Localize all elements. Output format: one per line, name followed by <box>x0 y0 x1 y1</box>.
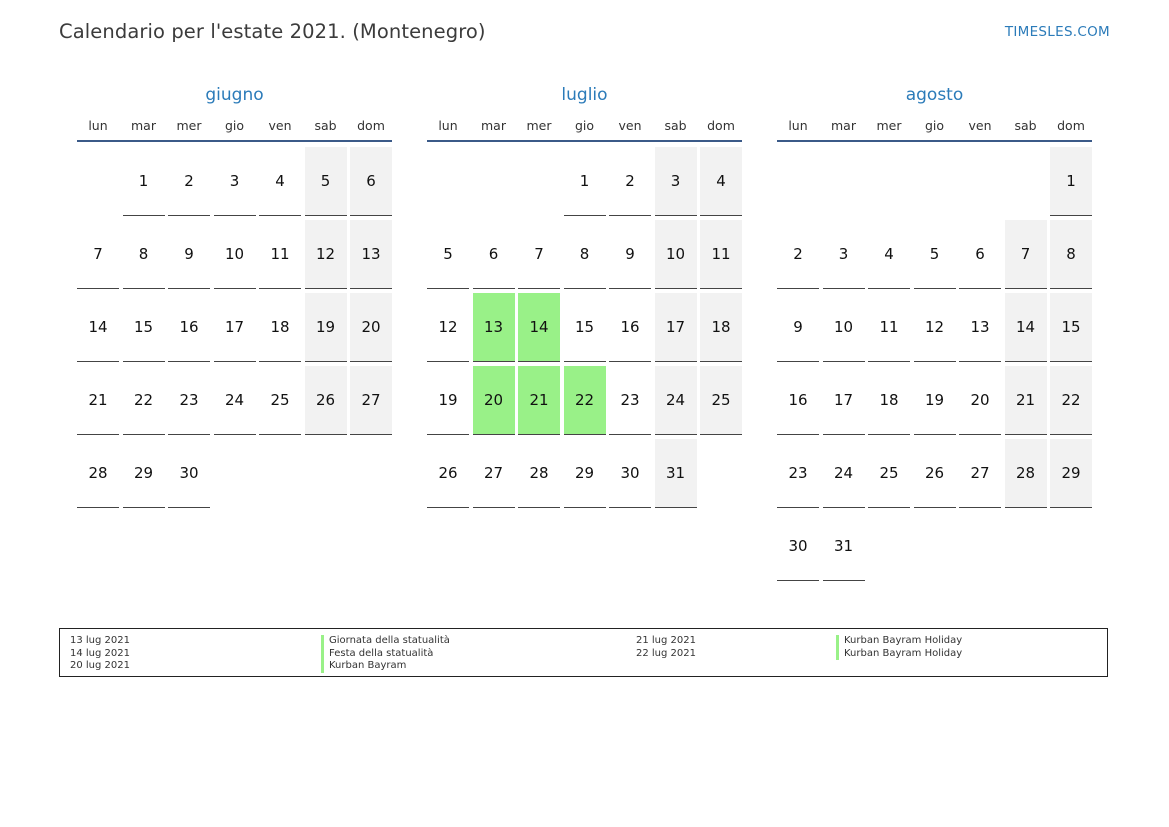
legend-date: 13 lug 2021 <box>70 635 130 646</box>
day-cell: 1 <box>123 147 165 216</box>
day-cell: 14 <box>1005 293 1047 362</box>
weekday-label: dom <box>1057 118 1085 133</box>
day-cell: 26 <box>427 439 469 508</box>
day-cell: 27 <box>350 366 392 435</box>
weekday-label: lun <box>438 118 458 133</box>
day-cell: 16 <box>609 293 651 362</box>
weekday-label: mer <box>876 118 902 133</box>
day-cell: 21 <box>1005 366 1047 435</box>
day-cell: 26 <box>914 439 956 508</box>
empty-cell <box>868 147 910 216</box>
weekday-label: dom <box>357 118 385 133</box>
day-cell: 16 <box>777 366 819 435</box>
empty-cell <box>473 147 515 216</box>
day-cell: 26 <box>305 366 347 435</box>
weekday-label: gio <box>924 118 945 133</box>
weekday-header <box>427 116 742 142</box>
day-cell: 13 <box>350 220 392 289</box>
day-cell: 3 <box>823 220 865 289</box>
day-cell: 27 <box>959 439 1001 508</box>
day-cell: 19 <box>914 366 956 435</box>
weekday-label: sab <box>314 118 337 133</box>
day-cell: 11 <box>700 220 742 289</box>
day-cell: 4 <box>868 220 910 289</box>
holiday-day-cell: 13 <box>473 293 515 362</box>
day-cell: 30 <box>609 439 651 508</box>
month-name: agosto <box>905 85 964 105</box>
day-cell: 25 <box>259 366 301 435</box>
day-cell: 10 <box>214 220 256 289</box>
day-cell: 8 <box>564 220 606 289</box>
day-cell: 5 <box>305 147 347 216</box>
weekday-label: mer <box>176 118 202 133</box>
page-title: Calendario per l'estate 2021. (Montenegro) <box>59 20 486 43</box>
day-cell: 9 <box>609 220 651 289</box>
day-cell: 5 <box>427 220 469 289</box>
legend-date: 20 lug 2021 <box>70 660 130 671</box>
empty-cell <box>427 147 469 216</box>
month-name: giugno <box>205 85 264 105</box>
day-cell: 24 <box>214 366 256 435</box>
day-cell: 22 <box>1050 366 1092 435</box>
day-cell: 10 <box>655 220 697 289</box>
day-cell: 29 <box>564 439 606 508</box>
legend-holiday-name: Kurban Bayram Holiday <box>836 635 962 648</box>
empty-cell <box>1005 147 1047 216</box>
day-cell: 30 <box>168 439 210 508</box>
day-cell: 24 <box>655 366 697 435</box>
day-cell: 2 <box>777 220 819 289</box>
legend-dates-right <box>636 635 696 660</box>
month-2 <box>777 83 1092 581</box>
day-cell: 19 <box>305 293 347 362</box>
day-cell: 28 <box>518 439 560 508</box>
weekday-label: mar <box>481 118 506 133</box>
day-cell: 11 <box>259 220 301 289</box>
weekday-label: sab <box>664 118 687 133</box>
site-link[interactable]: TIMESLES.COM <box>1004 24 1110 40</box>
empty-cell <box>959 147 1001 216</box>
legend-dates-left <box>70 635 130 673</box>
day-cell: 30 <box>777 512 819 581</box>
day-cell: 21 <box>77 366 119 435</box>
day-cell: 8 <box>1050 220 1092 289</box>
legend-date: 21 lug 2021 <box>636 635 696 646</box>
day-cell: 20 <box>959 366 1001 435</box>
day-cell: 6 <box>959 220 1001 289</box>
empty-cell <box>777 147 819 216</box>
day-cell: 18 <box>868 366 910 435</box>
day-cell: 12 <box>305 220 347 289</box>
day-grid <box>77 147 392 508</box>
empty-cell <box>77 147 119 216</box>
day-cell: 6 <box>473 220 515 289</box>
holiday-day-cell: 20 <box>473 366 515 435</box>
day-cell: 29 <box>1050 439 1092 508</box>
day-cell: 6 <box>350 147 392 216</box>
day-grid <box>777 147 1092 581</box>
day-cell: 11 <box>868 293 910 362</box>
month-0 <box>77 83 392 508</box>
legend-holiday-name: Festa della statualità <box>321 648 450 661</box>
weekday-label: mer <box>526 118 552 133</box>
weekday-label: dom <box>707 118 735 133</box>
weekday-label: gio <box>574 118 595 133</box>
day-cell: 3 <box>655 147 697 216</box>
weekday-label: mar <box>131 118 156 133</box>
day-cell: 22 <box>123 366 165 435</box>
day-cell: 15 <box>123 293 165 362</box>
month-name: luglio <box>561 85 608 105</box>
day-cell: 18 <box>700 293 742 362</box>
day-cell: 2 <box>609 147 651 216</box>
day-cell: 25 <box>700 366 742 435</box>
day-cell: 29 <box>123 439 165 508</box>
empty-cell <box>823 147 865 216</box>
day-cell: 8 <box>123 220 165 289</box>
day-cell: 24 <box>823 439 865 508</box>
legend-holiday-name: Kurban Bayram Holiday <box>836 648 962 661</box>
day-cell: 16 <box>168 293 210 362</box>
legend-names-right <box>836 635 962 660</box>
day-cell: 17 <box>214 293 256 362</box>
day-cell: 4 <box>259 147 301 216</box>
weekday-label: ven <box>618 118 642 133</box>
day-cell: 23 <box>777 439 819 508</box>
day-cell: 17 <box>823 366 865 435</box>
day-cell: 14 <box>77 293 119 362</box>
day-cell: 1 <box>1050 147 1092 216</box>
day-cell: 31 <box>655 439 697 508</box>
day-cell: 7 <box>77 220 119 289</box>
legend-date: 22 lug 2021 <box>636 647 696 659</box>
day-cell: 19 <box>427 366 469 435</box>
day-cell: 28 <box>77 439 119 508</box>
day-cell: 7 <box>518 220 560 289</box>
month-1 <box>427 83 742 508</box>
day-cell: 17 <box>655 293 697 362</box>
day-cell: 23 <box>168 366 210 435</box>
holiday-day-cell: 14 <box>518 293 560 362</box>
day-cell: 2 <box>168 147 210 216</box>
weekday-label: lun <box>88 118 108 133</box>
weekday-label: ven <box>968 118 992 133</box>
day-cell: 28 <box>1005 439 1047 508</box>
legend-date: 14 lug 2021 <box>70 647 130 659</box>
day-cell: 25 <box>868 439 910 508</box>
day-cell: 7 <box>1005 220 1047 289</box>
day-cell: 23 <box>609 366 651 435</box>
day-cell: 12 <box>427 293 469 362</box>
day-cell: 9 <box>168 220 210 289</box>
weekday-label: lun <box>788 118 808 133</box>
day-cell: 20 <box>350 293 392 362</box>
empty-cell <box>518 147 560 216</box>
holiday-legend <box>59 628 1108 677</box>
day-cell: 15 <box>1050 293 1092 362</box>
weekday-label: ven <box>268 118 292 133</box>
weekday-label: gio <box>224 118 245 133</box>
day-cell: 4 <box>700 147 742 216</box>
day-cell: 27 <box>473 439 515 508</box>
day-cell: 18 <box>259 293 301 362</box>
legend-holiday-name: Giornata della statualità <box>321 635 450 648</box>
day-cell: 10 <box>823 293 865 362</box>
weekday-header <box>777 116 1092 142</box>
legend-holiday-name: Kurban Bayram <box>321 660 450 673</box>
day-cell: 15 <box>564 293 606 362</box>
weekday-label: mar <box>831 118 856 133</box>
holiday-day-cell: 21 <box>518 366 560 435</box>
day-cell: 9 <box>777 293 819 362</box>
empty-cell <box>914 147 956 216</box>
weekday-header <box>77 116 392 142</box>
weekday-label: sab <box>1014 118 1037 133</box>
holiday-day-cell: 22 <box>564 366 606 435</box>
day-cell: 1 <box>564 147 606 216</box>
day-grid <box>427 147 742 508</box>
day-cell: 31 <box>823 512 865 581</box>
day-cell: 3 <box>214 147 256 216</box>
legend-names-left <box>321 635 450 673</box>
day-cell: 12 <box>914 293 956 362</box>
day-cell: 5 <box>914 220 956 289</box>
day-cell: 13 <box>959 293 1001 362</box>
